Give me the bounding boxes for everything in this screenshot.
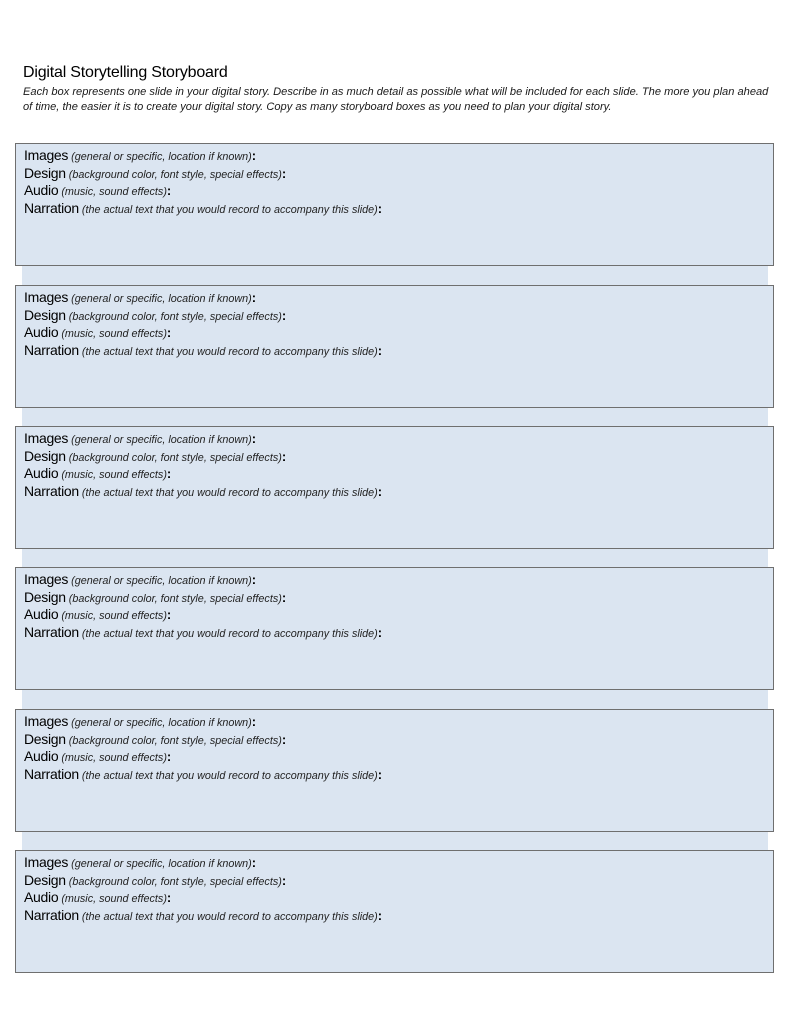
field-label: Narration xyxy=(24,482,79,499)
field-hint: (general or specific, location if known) xyxy=(71,151,252,163)
field-label: Audio xyxy=(24,182,59,199)
field-label: Images xyxy=(24,147,69,163)
field-row-audio xyxy=(24,182,171,198)
storyboard-box[interactable] xyxy=(15,850,774,973)
field-row-images xyxy=(24,854,256,870)
storyboard-box[interactable] xyxy=(15,285,774,408)
field-colon: : xyxy=(377,766,383,782)
field-hint: (the actual text that you would record to accompany this slide) xyxy=(81,769,378,782)
field-label: Design xyxy=(24,164,66,181)
storyboard-box[interactable] xyxy=(15,143,774,266)
field-colon: : xyxy=(251,290,257,305)
field-label: Narration xyxy=(24,623,79,640)
field-hint: (background color, font style, special effects) xyxy=(68,734,282,747)
field-hint: (music, sound effects) xyxy=(61,610,167,623)
storyboard-box[interactable] xyxy=(15,709,774,832)
field-hint: (general or specific, location if known) xyxy=(71,575,252,587)
field-hint: (music, sound effects) xyxy=(61,469,167,482)
field-hint: (the actual text that you would record to accompany this slide) xyxy=(81,203,378,216)
field-label: Design xyxy=(24,730,66,747)
field-colon: : xyxy=(251,714,257,729)
field-hint: (the actual text that you would record to accompany this slide) xyxy=(81,486,378,499)
field-row-narration xyxy=(24,483,382,499)
box-separator-strip xyxy=(22,548,768,568)
field-hint: (general or specific, location if known) xyxy=(71,434,252,446)
field-row-design xyxy=(24,307,286,323)
field-row-narration xyxy=(24,624,382,640)
field-colon: : xyxy=(281,307,287,323)
field-row-images xyxy=(24,147,256,163)
field-colon: : xyxy=(377,907,383,923)
field-colon: : xyxy=(377,483,383,499)
field-colon: : xyxy=(281,165,287,181)
storyboard-box[interactable] xyxy=(15,567,774,690)
field-row-audio xyxy=(24,748,171,764)
field-colon: : xyxy=(251,855,257,870)
field-label: Images xyxy=(24,713,69,729)
field-hint: (general or specific, location if known) xyxy=(71,717,252,729)
box-separator-strip xyxy=(22,831,768,851)
field-row-audio xyxy=(24,465,171,481)
field-hint: (background color, font style, special effects) xyxy=(68,451,282,464)
field-colon: : xyxy=(281,448,287,464)
field-label: Design xyxy=(24,871,66,888)
field-label: Images xyxy=(24,430,69,446)
field-label: Images xyxy=(24,854,69,870)
field-label: Narration xyxy=(24,765,79,782)
field-label: Audio xyxy=(24,889,59,906)
field-hint: (general or specific, location if known) xyxy=(71,858,252,870)
field-row-images xyxy=(24,571,256,587)
field-colon: : xyxy=(251,572,257,587)
field-label: Narration xyxy=(24,341,79,358)
field-label: Narration xyxy=(24,906,79,923)
field-row-audio xyxy=(24,606,171,622)
box-separator-strip xyxy=(22,689,768,709)
field-row-audio xyxy=(24,324,171,340)
field-label: Audio xyxy=(24,324,59,341)
field-row-design xyxy=(24,589,286,605)
field-label: Audio xyxy=(24,606,59,623)
field-colon: : xyxy=(166,325,172,341)
field-label: Images xyxy=(24,289,69,305)
box-separator-strip xyxy=(22,265,768,285)
field-colon: : xyxy=(377,342,383,358)
field-hint: (background color, font style, special effects) xyxy=(68,875,282,888)
field-hint: (general or specific, location if known) xyxy=(71,293,252,305)
field-row-images xyxy=(24,289,256,305)
field-colon: : xyxy=(251,148,257,163)
storyboard-box[interactable] xyxy=(15,426,774,549)
field-hint: (background color, font style, special effects) xyxy=(68,168,282,181)
field-row-narration xyxy=(24,907,382,923)
field-colon: : xyxy=(377,624,383,640)
field-row-images xyxy=(24,430,256,446)
field-label: Audio xyxy=(24,465,59,482)
field-hint: (music, sound effects) xyxy=(61,328,167,341)
field-row-audio xyxy=(24,889,171,905)
field-colon: : xyxy=(281,872,287,888)
field-row-design xyxy=(24,165,286,181)
field-label: Audio xyxy=(24,748,59,765)
field-row-design xyxy=(24,872,286,888)
box-separator-strip xyxy=(22,407,768,427)
field-hint: (music, sound effects) xyxy=(61,893,167,906)
field-hint: (the actual text that you would record to accompany this slide) xyxy=(81,910,378,923)
field-row-design xyxy=(24,448,286,464)
field-colon: : xyxy=(166,607,172,623)
field-label: Design xyxy=(24,588,66,605)
field-label: Narration xyxy=(24,199,79,216)
field-hint: (the actual text that you would record to accompany this slide) xyxy=(81,627,378,640)
field-row-narration xyxy=(24,766,382,782)
field-colon: : xyxy=(166,890,172,906)
field-hint: (music, sound effects) xyxy=(61,752,167,765)
field-label: Images xyxy=(24,571,69,587)
field-row-design xyxy=(24,731,286,747)
field-hint: (the actual text that you would record to accompany this slide) xyxy=(81,345,378,358)
field-hint: (music, sound effects) xyxy=(61,186,167,199)
field-row-narration xyxy=(24,200,382,216)
field-colon: : xyxy=(281,731,287,747)
field-row-narration xyxy=(24,342,382,358)
field-label: Design xyxy=(24,306,66,323)
field-row-images xyxy=(24,713,256,729)
field-colon: : xyxy=(166,749,172,765)
field-colon: : xyxy=(251,431,257,446)
field-colon: : xyxy=(166,466,172,482)
field-hint: (background color, font style, special effects) xyxy=(68,310,282,323)
field-colon: : xyxy=(166,183,172,199)
field-label: Design xyxy=(24,447,66,464)
field-hint: (background color, font style, special effects) xyxy=(68,592,282,605)
document-title: Digital Storytelling Storyboard xyxy=(23,64,228,81)
field-colon: : xyxy=(377,200,383,216)
field-colon: : xyxy=(281,589,287,605)
intro-instructions: Each box represents one slide in your digital story. Describe in as much detail as possible what will be included for each slide. The more you plan ahead of time, the easier it is to create your digital story. Copy as many storyboard boxes as you need to plan your digital story. xyxy=(23,86,769,113)
